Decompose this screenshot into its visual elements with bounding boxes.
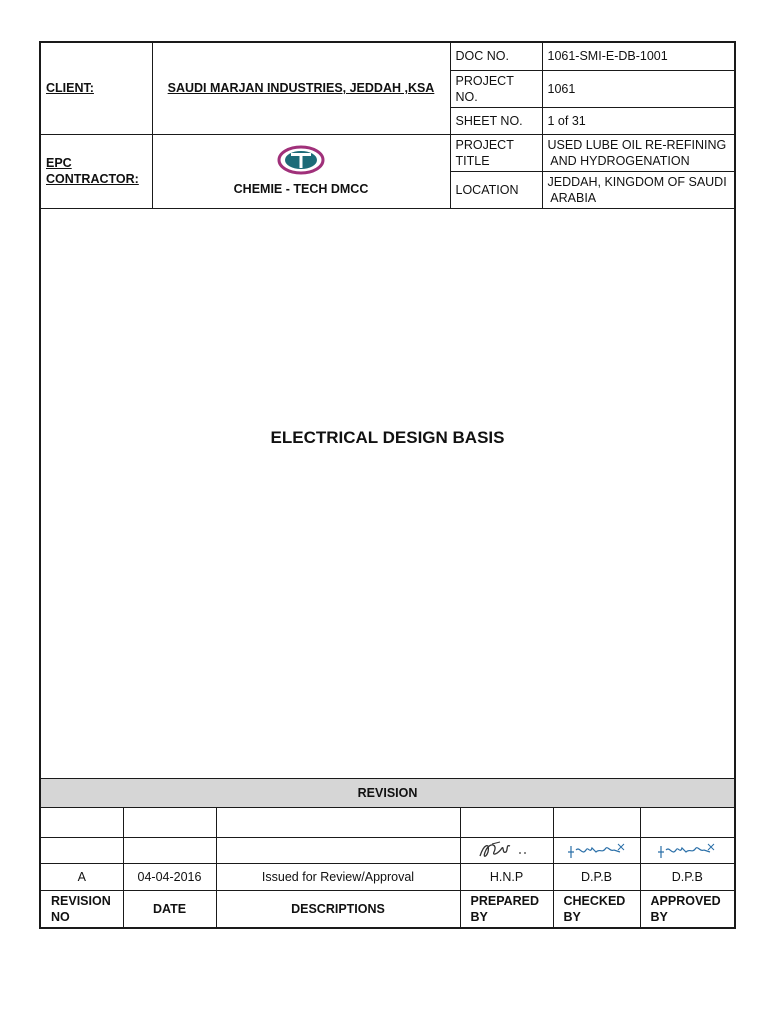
empty-cell [640,807,734,837]
sheet-no-value: 1 of 31 [542,107,734,134]
contractor-cell [152,134,450,208]
prepared-signature [472,838,542,862]
col-checked-line2: BY [563,909,581,924]
document-title: ELECTRICAL DESIGN BASIS [270,428,505,447]
project-title-value-line1: USED LUBE OIL RE-REFINING [547,137,727,152]
empty-cell [41,837,123,863]
col-revision-no [41,890,123,927]
empty-cell [216,807,460,837]
rev-value: A [41,863,123,890]
location-value-line2: ARABIA [547,190,597,205]
project-title-label [450,134,542,171]
project-title-label-line2: TITLE [455,153,490,168]
description-value: Issued for Review/Approval [216,863,460,890]
project-title-value-line2: AND HYDROGENATION [547,153,690,168]
approved-signature-cell [640,837,734,863]
title-block-table [41,43,734,209]
sheet-no-label: SHEET NO. [450,107,542,134]
date-value: 04-04-2016 [123,863,216,890]
client-label: CLIENT: [46,81,94,96]
location-value-line1: JEDDAH, KINGDOM OF SAUDI [547,174,727,189]
col-prepared-line2: BY [470,909,488,924]
empty-cell [41,807,123,837]
empty-cell [553,807,640,837]
empty-cell [123,807,216,837]
col-date: DATE [123,890,216,927]
col-approved-by [640,890,734,927]
col-checked-by [553,890,640,927]
client-label-cell [41,43,152,134]
col-approved-line2: BY [650,909,668,924]
col-prepared-by [460,890,553,927]
location-value [542,171,734,208]
revision-table [41,778,734,928]
project-title-value [542,134,734,171]
col-checked-line1: CHECKED [563,893,626,908]
col-revision-no-line2: NO [51,909,70,924]
empty-cell [460,807,553,837]
epc-label-line1: EPC [46,156,72,170]
revision-column-headers [41,890,734,927]
project-no-label-line1: PROJECT [455,73,514,88]
doc-no-label: DOC NO. [450,43,542,70]
checked-value: D.P.B [553,863,640,890]
approved-signature [652,838,722,862]
col-prepared-line1: PREPARED [470,893,540,908]
project-title-label-line1: PROJECT [455,137,514,152]
project-no-label [450,70,542,107]
client-name: SAUDI MARJAN INDUSTRIES, JEDDAH ,KSA [152,43,450,134]
chemie-tech-logo-icon [277,145,325,175]
doc-no-value: 1061-SMI-E-DB-1001 [542,43,734,70]
location-label: LOCATION [450,171,542,208]
checked-signature [562,838,632,862]
empty-cell [123,837,216,863]
prepared-signature-cell [460,837,553,863]
signature-row [41,837,734,863]
contractor-name: CHEMIE - TECH DMCC [233,182,369,196]
col-descriptions: DESCRIPTIONS [216,890,460,927]
revision-data-row [41,863,734,890]
epc-label-cell [41,134,152,208]
revision-heading: REVISION [41,778,734,807]
empty-cell [216,837,460,863]
project-no-label-line2: NO. [455,89,478,104]
revision-empty-row [41,807,734,837]
approved-value: D.P.B [640,863,734,890]
project-no-value: 1061 [542,70,734,107]
document-frame [39,41,736,929]
prepared-value: H.N.P [460,863,553,890]
col-approved-line1: APPROVED [650,893,721,908]
checked-signature-cell [553,837,640,863]
col-revision-no-line1: REVISION [51,893,111,908]
epc-label-line2: CONTRACTOR: [46,172,139,186]
